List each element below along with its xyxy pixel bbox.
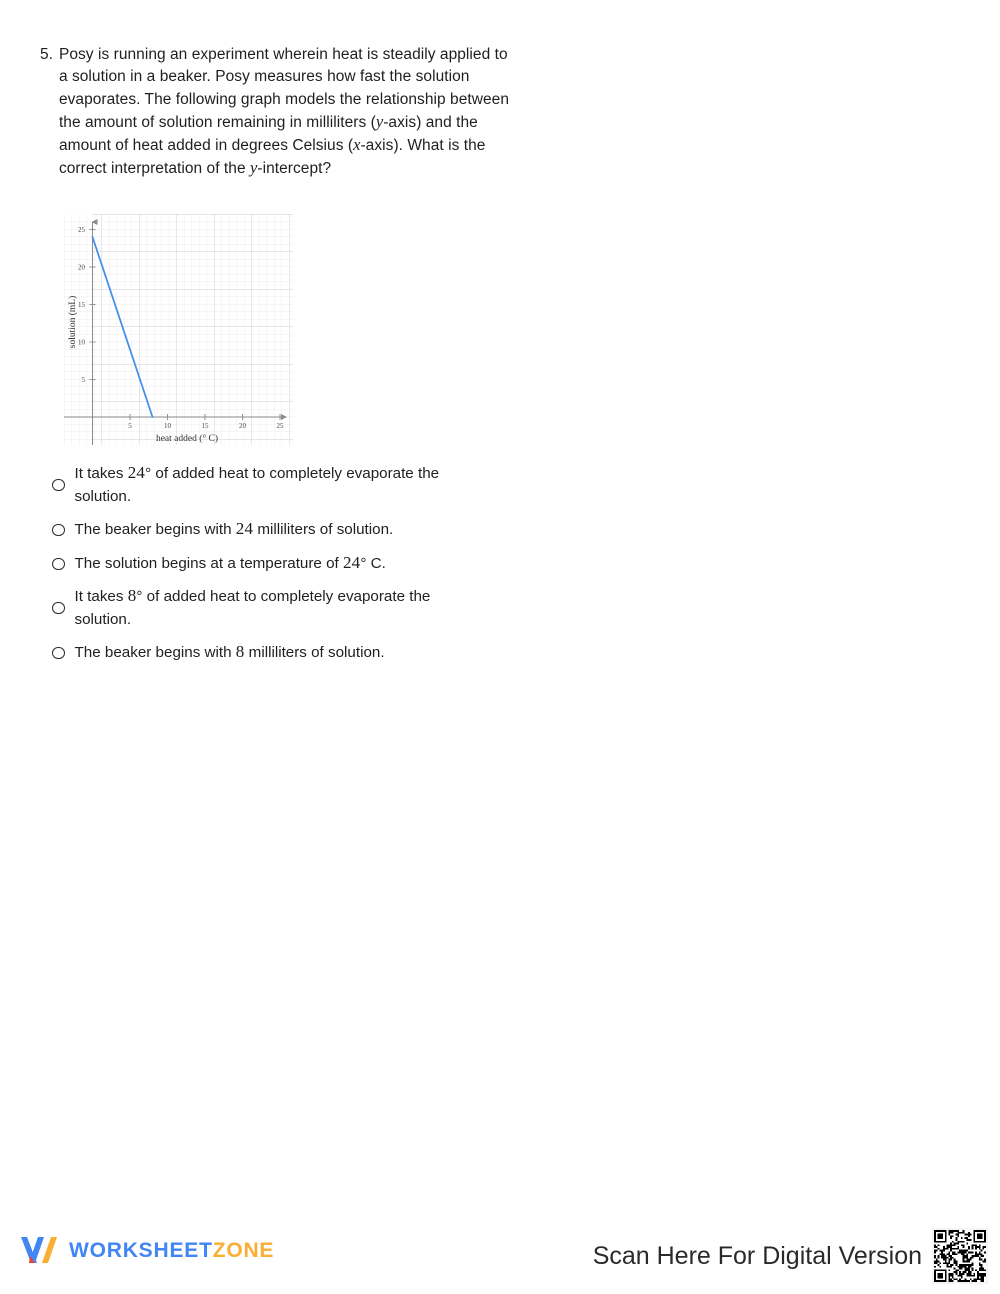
math-variable: x bbox=[353, 135, 361, 155]
x-axis-label: heat added (° C) bbox=[155, 434, 219, 444]
radio-button-b[interactable] bbox=[52, 524, 65, 537]
y-tick-label: 5 bbox=[81, 376, 85, 384]
logo-text-secondary: ZONE bbox=[212, 1239, 275, 1262]
scan-qr-area[interactable] bbox=[593, 1228, 988, 1284]
question-text-run: -intercept? bbox=[257, 160, 332, 178]
y-tick-label: 20 bbox=[78, 263, 85, 272]
qr-code-icon[interactable] bbox=[932, 1228, 988, 1284]
x-tick-label: 20 bbox=[239, 422, 246, 430]
coordinate-plane-svg bbox=[64, 214, 293, 445]
math-variable: y bbox=[375, 111, 384, 131]
answer-option-label-d: It takes 8° of added heat to completely evaporate the solution. bbox=[74, 586, 431, 628]
question-text bbox=[59, 44, 510, 181]
radio-button-a[interactable] bbox=[52, 479, 65, 492]
question-row bbox=[40, 44, 510, 181]
question-text-run: -axis). What is the correct interpretation of the bbox=[58, 137, 486, 178]
answer-option-e[interactable] bbox=[52, 640, 482, 666]
y-tick-label: 10 bbox=[78, 338, 85, 347]
y-tick-label: 25 bbox=[78, 226, 85, 234]
answer-option-label-b: The beaker begins with 24 milliliters of solution. bbox=[74, 519, 394, 539]
answer-option-label-a: It takes 24° of added heat to completely evaporate the solution. bbox=[74, 463, 440, 505]
x-tick-label: 25 bbox=[276, 422, 284, 430]
logo-wordmark bbox=[69, 1239, 274, 1263]
math-variable: y bbox=[249, 158, 258, 178]
math-number: 24 bbox=[127, 463, 146, 482]
radio-button-d[interactable] bbox=[52, 602, 65, 615]
y-tick-label: 15 bbox=[78, 301, 85, 309]
question-number: 5. bbox=[40, 46, 53, 63]
scan-instruction-text: Scan Here For Digital Version bbox=[592, 1241, 922, 1270]
answer-option-b[interactable] bbox=[52, 517, 482, 543]
graph-figure bbox=[64, 214, 293, 445]
radio-button-c[interactable] bbox=[52, 558, 65, 571]
math-number: 8 bbox=[235, 642, 245, 662]
answer-option-a[interactable] bbox=[52, 462, 482, 508]
answer-option-c[interactable] bbox=[52, 551, 482, 577]
y-axis-label: solution (mL) bbox=[68, 295, 78, 349]
question-text-run: -axis) and the amount of heat added in degrees Celsius ( bbox=[58, 113, 478, 155]
worksheet-zone-logo[interactable] bbox=[18, 1234, 274, 1268]
radio-button-e[interactable] bbox=[52, 647, 65, 660]
answer-option-d[interactable] bbox=[52, 585, 482, 631]
question-block bbox=[40, 44, 510, 181]
math-number: 24 bbox=[342, 553, 361, 573]
logo-mark-icon bbox=[18, 1234, 60, 1268]
math-number: 24 bbox=[235, 519, 254, 539]
x-tick-label: 10 bbox=[164, 422, 171, 430]
logo-text-primary: WORKSHEET bbox=[69, 1239, 213, 1262]
math-number: 8 bbox=[127, 586, 137, 605]
page-footer bbox=[0, 1220, 1000, 1294]
question-text-run: Posy is running an experiment wherein heat is steadily applied to a solution in a beaker. Posy measures how fast the solution evaporates. The following graph models the relationship between the amount of solution remaining in milliliters ( bbox=[58, 46, 509, 131]
x-tick-label: 5 bbox=[128, 422, 132, 430]
answer-option-label-e: The beaker begins with 8 milliliters of solution. bbox=[74, 642, 385, 662]
x-tick-label: 15 bbox=[201, 422, 209, 430]
answer-option-label-c: The solution begins at a temperature of 24° C. bbox=[74, 553, 386, 573]
answer-options-list bbox=[52, 462, 482, 674]
